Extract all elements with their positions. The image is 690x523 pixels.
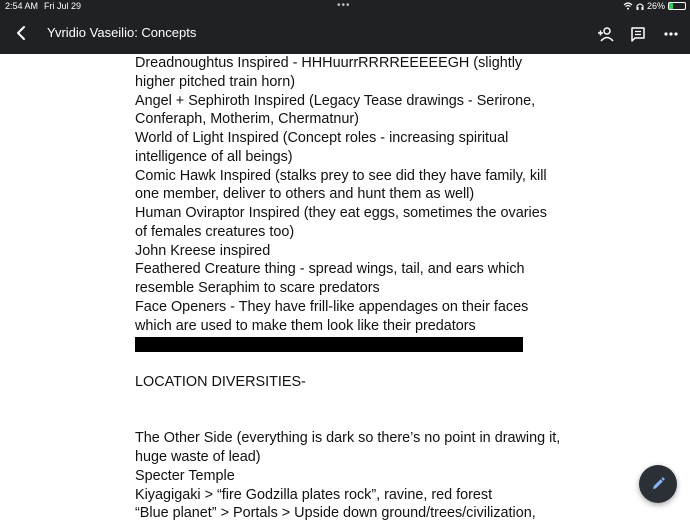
- headphones-icon: [636, 2, 644, 10]
- status-indicators: [623, 1, 686, 11]
- doc-line: huge waste of lead): [135, 449, 261, 465]
- comment-icon: [630, 26, 646, 42]
- doc-line: resemble Seraphim to scare predators: [135, 280, 380, 296]
- doc-line: Conferaph, Motherim, Chermatnur): [135, 111, 359, 128]
- status-bar: [0, 0, 690, 13]
- wifi-icon: [623, 2, 633, 10]
- add-person-icon: [597, 26, 615, 42]
- doc-line: Dreadnoughtus Inspired - HHHuurrRRRREEEEEGH (slightly: [135, 55, 523, 71]
- section-heading: LOCATION DIVERSITIES-: [135, 374, 306, 390]
- doc-line: Comic Hawk Inspired (stalks prey to see did they have family, kill: [135, 167, 547, 184]
- more-options-button[interactable]: [660, 23, 682, 45]
- status-date: Fri Jul 29: [44, 1, 82, 11]
- blank-line: [135, 411, 575, 430]
- doc-line: Angel + Sephiroth Inspired (Legacy Tease drawings - Serirone,: [135, 92, 536, 109]
- doc-line: John Kreese inspired: [135, 242, 271, 259]
- more-options-icon: [664, 32, 678, 36]
- status-time: 2:54 AM: [5, 1, 39, 11]
- blank-line: [135, 354, 575, 373]
- document-body[interactable]: [135, 54, 575, 523]
- share-button[interactable]: [595, 23, 617, 45]
- doc-line: World of Light Inspired (Concept roles - increasing spiritual: [135, 130, 509, 146]
- back-button[interactable]: [10, 21, 32, 45]
- battery-icon: [668, 2, 686, 10]
- battery-percent: 26%: [646, 1, 665, 11]
- doc-line: Feathered Creature thing - spread wings, tail, and ears which: [135, 261, 525, 278]
- doc-line: higher pitched train horn): [135, 73, 295, 90]
- multitasking-dots-icon[interactable]: •••: [337, 0, 351, 11]
- doc-line: Kiyagigaki > “fire Godzilla plates rock”, ravine, red forest: [135, 486, 493, 503]
- doc-line: The Other Side (everything is dark so there’s no point in drawing it,: [135, 430, 561, 447]
- document-title: Yvridio Vaseilio: Concepts: [47, 25, 197, 40]
- doc-line: Human Oviraptor Inspired (they eat eggs, sometimes the ovaries: [135, 205, 547, 221]
- edit-button[interactable]: [639, 465, 677, 503]
- doc-line: “Blue planet” > Portals > Upside down ground/trees/civilization,: [135, 505, 536, 522]
- doc-line: which are used to make them look like their predators: [135, 317, 476, 334]
- comments-button[interactable]: [627, 23, 649, 45]
- doc-line: one member, deliver to others and hunt them as well): [135, 186, 475, 203]
- app-bar: [0, 13, 690, 54]
- back-arrow-icon: [15, 25, 27, 41]
- doc-line: Face Openers - They have frill-like appendages on their faces: [135, 298, 529, 315]
- doc-line: of females creatures too): [135, 223, 295, 240]
- redaction-bar: [135, 337, 523, 352]
- edit-pencil-icon: [650, 476, 666, 492]
- doc-line: Specter Temple: [135, 467, 235, 484]
- doc-line: intelligence of all beings): [135, 148, 293, 165]
- blank-line: [135, 392, 575, 411]
